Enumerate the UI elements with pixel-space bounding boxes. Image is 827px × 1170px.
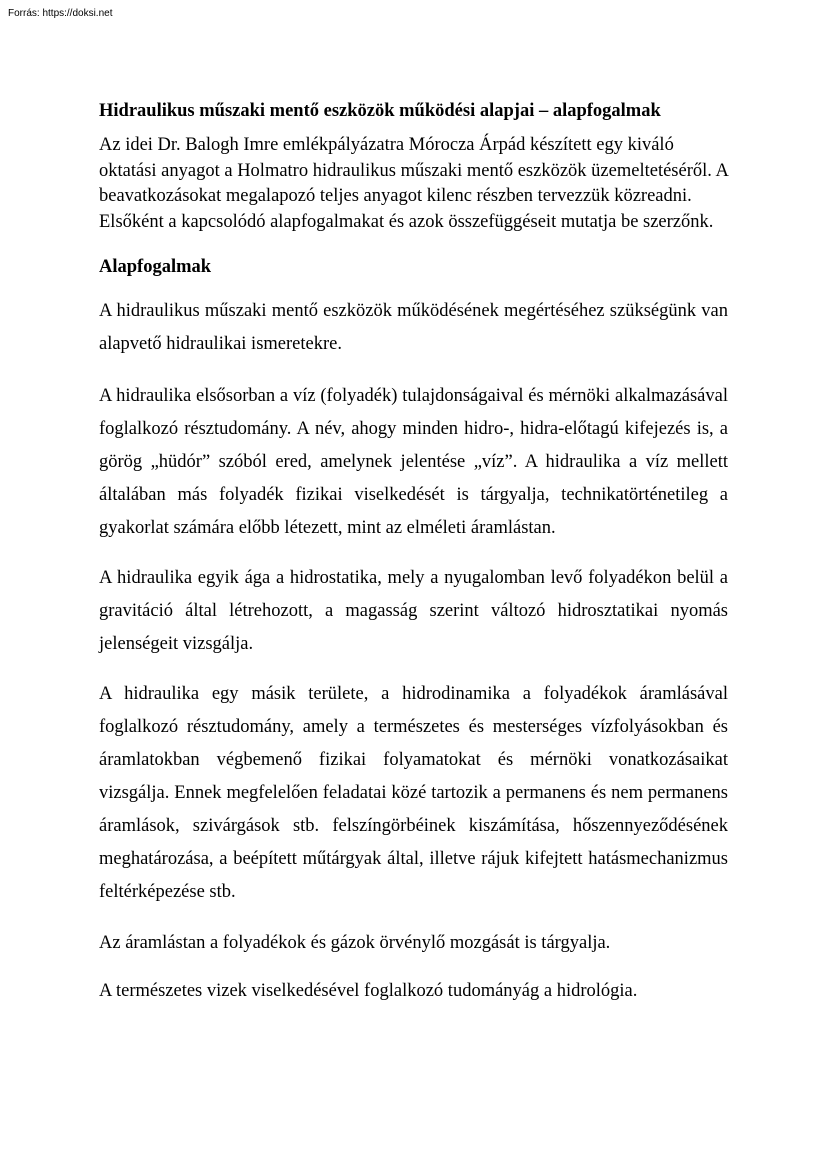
paragraph-3: A hidraulika egyik ága a hidrostatika, mely a nyugalomban levő folyadékon belül a gravitáció által létrehozott, a magasság szerint változó hidrosztatikai nyomás jelenségeit vizsgálja. — [99, 568, 728, 654]
source-header: Forrás: https://doksi.net — [8, 8, 113, 19]
document-page — [99, 99, 728, 1008]
paragraph-4: A hidraulika egy másik területe, a hidrodinamika a folyadékok áramlásával foglalkozó résztudomány, amely a természetes és mesterséges vízfolyásokban és áramlatokban végbemenő fizikai folyamatokat és mérnöki vonatkozásaikat vizsgálja. Ennek megfelelően feladatai közé tartozik a permanens és nem permanens áramlások, szivárgások stb. felszíngörbéinek kiszámítása, hőszennyeződésének meghatározása, a beépített műtárgyak által, illetve rájuk kifejtett hatásmechanizmus feltérképezése stb. — [99, 684, 728, 902]
paragraph-6: A természetes vizek viselkedésével foglalkozó tudományág a hidrológia. — [99, 981, 638, 1001]
paragraph-1: A hidraulikus műszaki mentő eszközök működésének megértéséhez szükségünk van alapvető hidraulikai ismeretekre. — [99, 301, 728, 354]
section-heading-alapfogalmak: Alapfogalmak — [99, 257, 212, 277]
intro-paragraph: Az idei Dr. Balogh Imre emlékpályázatra Mórocza Árpád készített egy kiváló oktatási anyagot a Holmatro hidraulikus műszaki mentő eszközök üzemeltetéséről. A beavatkozásokat megalapozó teljes anyagot kilenc részben tervezzük közreadni. Elsőként a kapcsolódó alapfogalmakat és azok összefüggéseit mutatja be szerzőnk. — [99, 135, 728, 232]
paragraph-2: A hidraulika elsősorban a víz (folyadék) tulajdonságaival és mérnöki alkalmazásával foglalkozó résztudomány. A név, ahogy minden hidro-, hidra-előtagú kifejezés is, a görög „hüdór” szóból ered, amelynek jelentése „víz”. A hidraulika a víz mellett általában más folyadék fizikai viselkedését is tárgyalja, technikatörténetileg a gyakorlat számára előbb létezett, mint az elméleti áramlástan. — [99, 386, 728, 538]
paragraph-5: Az áramlástan a folyadékok és gázok örvénylő mozgását is tárgyalja. — [99, 933, 611, 953]
document-title: Hidraulikus műszaki mentő eszközök működési alapjai – alapfogalmak — [99, 101, 661, 121]
